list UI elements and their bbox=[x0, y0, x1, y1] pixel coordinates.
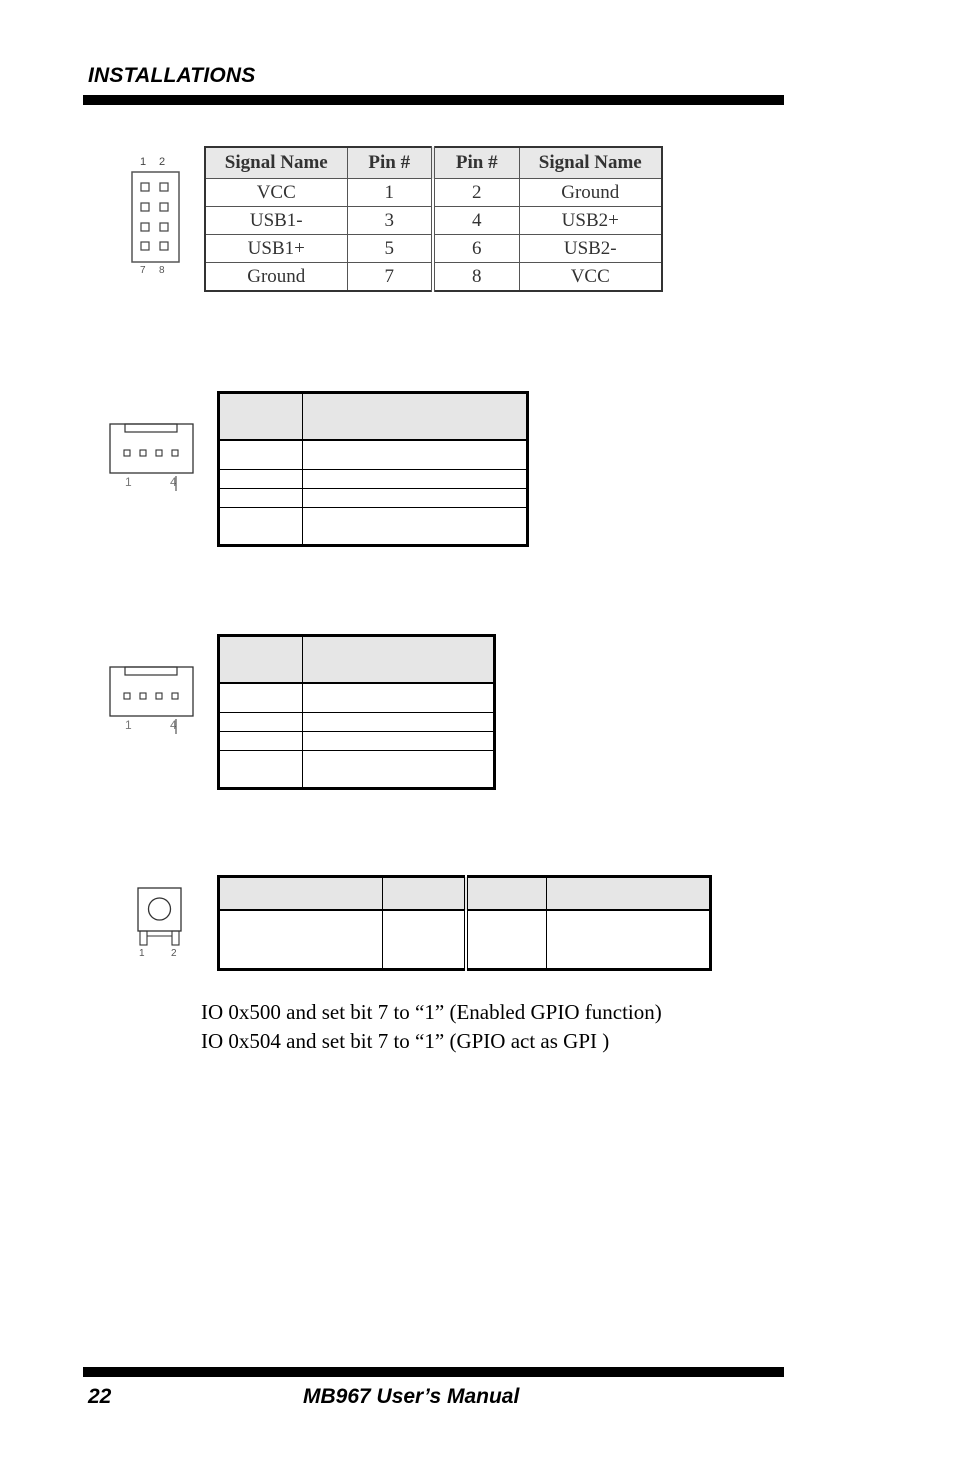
table-row bbox=[219, 712, 495, 731]
table-cell: 2 bbox=[433, 179, 519, 207]
table-header-row bbox=[205, 147, 662, 179]
table-cell: USB1+ bbox=[205, 235, 347, 263]
pin-label-2: 2 bbox=[159, 156, 166, 168]
table-cell: 4 bbox=[433, 207, 519, 235]
column-header: Pin # bbox=[433, 147, 519, 179]
table-cell: VCC bbox=[205, 179, 347, 207]
table-row bbox=[205, 207, 662, 235]
table-cell: VCC bbox=[519, 263, 662, 292]
table-row bbox=[219, 683, 495, 712]
table-row bbox=[219, 507, 528, 545]
table-cell: USB2- bbox=[519, 235, 662, 263]
table-row bbox=[219, 440, 528, 469]
gpio-note-1: IO 0x500 and set bit 7 to “1” (Enabled GPIO function) bbox=[201, 1000, 662, 1024]
table-cell: 1 bbox=[347, 179, 433, 207]
table-row bbox=[205, 235, 662, 263]
connector-a-table bbox=[217, 391, 529, 547]
pin-label-4: 4 bbox=[170, 718, 177, 732]
table-cell: USB1- bbox=[205, 207, 347, 235]
table-header-row bbox=[219, 393, 528, 441]
table-row bbox=[219, 910, 711, 970]
table-cell: Ground bbox=[205, 263, 347, 292]
table-header-row bbox=[219, 636, 495, 684]
table-cell: 3 bbox=[347, 207, 433, 235]
page-number: 22 bbox=[88, 1385, 112, 1408]
connector-c-table bbox=[217, 875, 712, 971]
table-cell: USB2+ bbox=[519, 207, 662, 235]
table-row bbox=[205, 263, 662, 292]
manual-title: MB967 User’s Manual bbox=[303, 1385, 520, 1408]
pin-label-1: 1 bbox=[125, 475, 132, 489]
table-cell: 5 bbox=[347, 235, 433, 263]
connector-b-diagram bbox=[108, 665, 196, 737]
connector-a-diagram bbox=[108, 422, 196, 494]
pin-label-1: 1 bbox=[139, 948, 145, 959]
usb-pin-table bbox=[204, 146, 663, 292]
table-cell: Ground bbox=[519, 179, 662, 207]
table-row bbox=[219, 731, 495, 750]
gpio-note-2: IO 0x504 and set bit 7 to “1” (GPIO act as GPI ) bbox=[201, 1029, 610, 1053]
header-rule bbox=[83, 95, 784, 105]
pin-label-4: 4 bbox=[170, 475, 177, 489]
column-header: Signal Name bbox=[205, 147, 347, 179]
connector-c-diagram bbox=[136, 886, 186, 960]
table-row bbox=[219, 750, 495, 788]
table-header-row bbox=[219, 877, 711, 910]
table-row bbox=[219, 469, 528, 488]
pin-label-1: 1 bbox=[125, 718, 132, 732]
table-row bbox=[219, 488, 528, 507]
section-header: INSTALLATIONS bbox=[88, 64, 256, 87]
footer-rule bbox=[83, 1367, 784, 1377]
table-cell: 6 bbox=[433, 235, 519, 263]
table-row bbox=[205, 179, 662, 207]
pin-label-7: 7 bbox=[140, 265, 146, 276]
table-cell: 7 bbox=[347, 263, 433, 292]
table-cell: 8 bbox=[433, 263, 519, 292]
pin-label-8: 8 bbox=[159, 265, 165, 276]
connector-b-table bbox=[217, 634, 496, 790]
pin-label-1: 1 bbox=[140, 156, 147, 168]
column-header: Pin # bbox=[347, 147, 433, 179]
usb-header-diagram bbox=[128, 152, 184, 276]
pin-label-2: 2 bbox=[171, 948, 177, 959]
column-header: Signal Name bbox=[519, 147, 662, 179]
